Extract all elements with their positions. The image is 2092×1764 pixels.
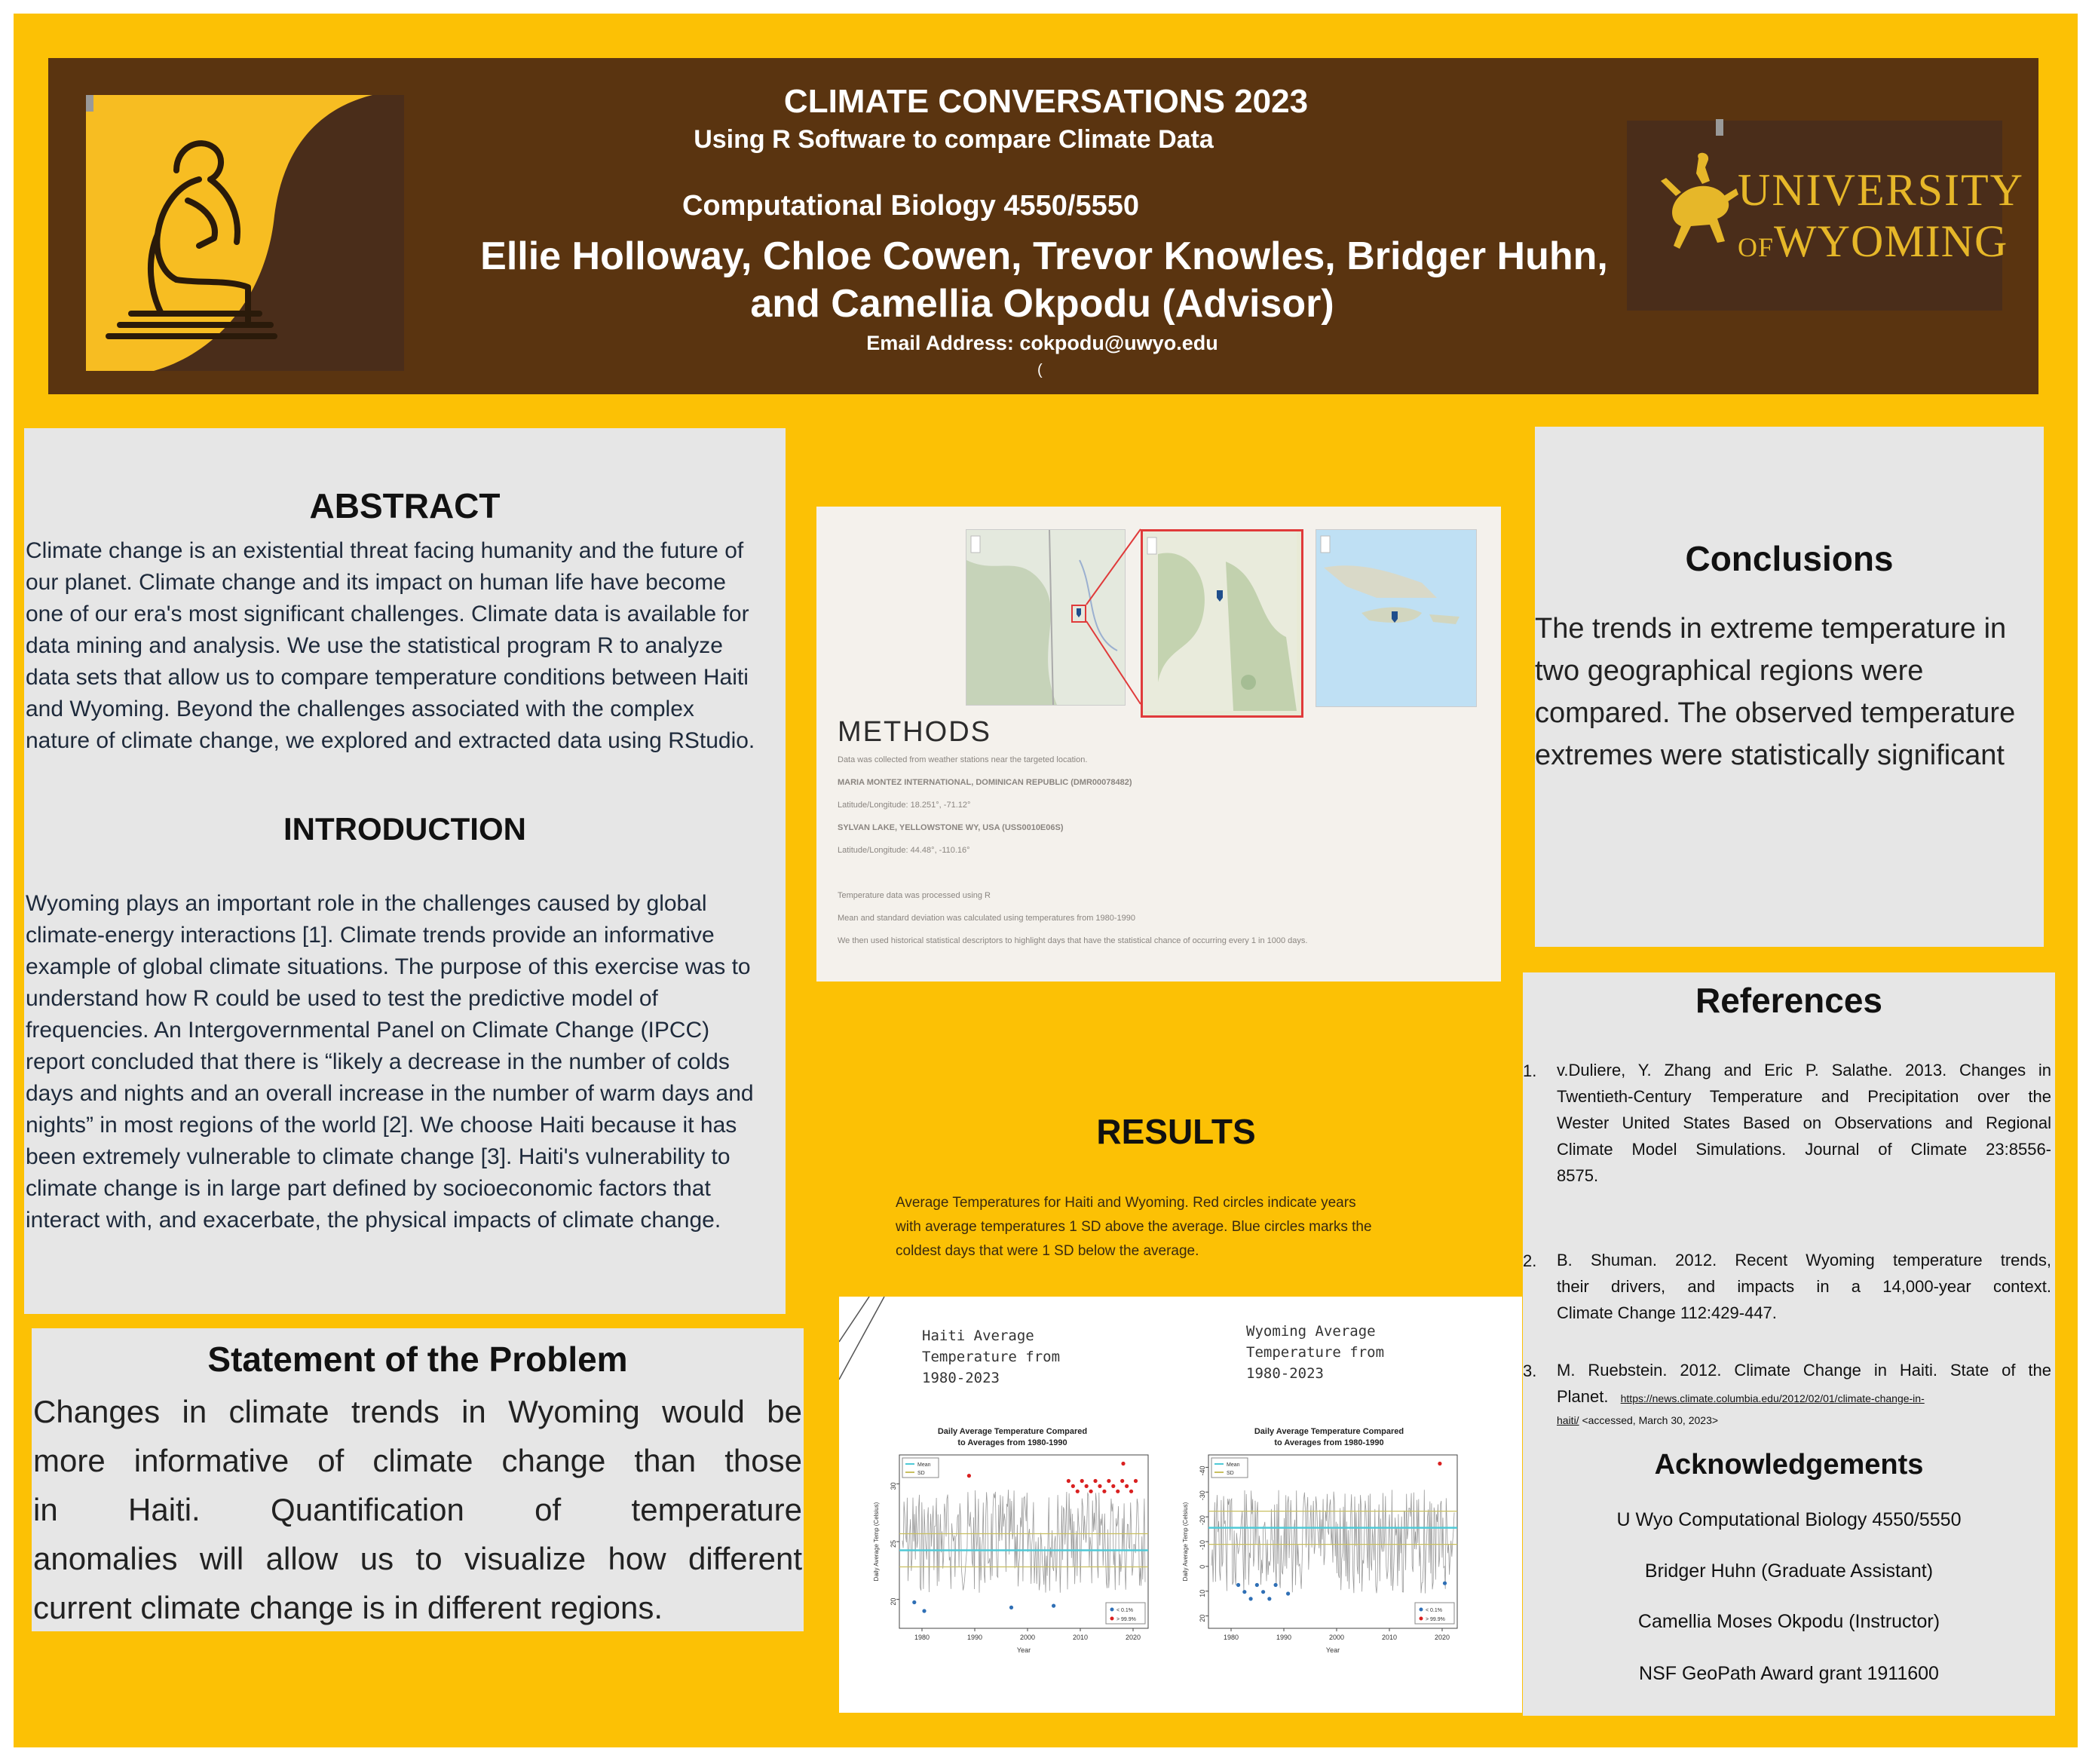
acknowledgement-item: Camellia Moses Okpodu (Instructor)	[1637, 1611, 1940, 1632]
abstract-line: data sets that allow us to compare temperature conditions between Haiti	[26, 665, 749, 690]
caption-line: coldest days that were 1 SD below the average.	[896, 1243, 1199, 1259]
chart-title-line: to Averages from 1980-1990	[957, 1438, 1067, 1447]
reference-2	[1557, 1247, 2051, 1326]
y-tick-label: 10	[1199, 1589, 1206, 1597]
hot-extreme-point	[1076, 1490, 1080, 1493]
uw-wyoming-text: WYOMING	[1774, 216, 2008, 266]
reference-line: 8575.	[1557, 1166, 1599, 1185]
problem-panel	[32, 1328, 804, 1631]
abstract-line: and Wyoming. Beyond the challenges associated with the complex	[26, 697, 694, 721]
hot-extreme-point	[1080, 1479, 1084, 1483]
reference-line: Climate Change 112:429-447.	[1557, 1303, 1777, 1322]
legend-hot-swatch	[1420, 1617, 1423, 1621]
y-axis-label: Daily Average Temp (Celsius)	[1182, 1502, 1189, 1582]
email-address: Email Address: cokpodu@uwyo.edu	[866, 332, 1218, 354]
introduction-text	[26, 888, 784, 1236]
intro-line: days and nights and an overall increase in the number of warm days and	[26, 1081, 754, 1106]
reference-link[interactable]: https://news.climate.columbia.edu/2012/02/01/climate-change-in-	[1620, 1392, 1925, 1404]
reference-line: Twentieth-Century Temperature and Precipitation over the	[1557, 1087, 2051, 1106]
abstract-intro-panel	[24, 428, 786, 1314]
conclusions-heading: Conclusions	[1685, 539, 1894, 578]
reference-accessed: <accessed, March 30, 2023>	[1582, 1414, 1719, 1426]
intro-line: been extremely vulnerable to climate change [3]. Haiti's vulnerability to	[26, 1144, 731, 1169]
intro-line: climate-energy interactions [1]. Climate trends provide an informative	[26, 923, 715, 948]
references-panel	[1523, 972, 2055, 1716]
cold-extreme-point	[1236, 1583, 1240, 1587]
methods-line: We then used historical statistical descriptors to highlight days that have the statistical chance of occurring every 1 in 1000 days.	[838, 936, 1308, 945]
abstract-line: data mining and analysis. We use the statistical program R to analyze	[26, 633, 723, 658]
reference-line: Wester United States Based on Observations and Regional	[1557, 1113, 2051, 1132]
map-yellowstone	[1141, 529, 1303, 718]
problem-text	[33, 1387, 802, 1632]
haiti-plot-title	[922, 1325, 1060, 1389]
x-tick-label: 2010	[1072, 1634, 1089, 1641]
methods-line: Latitude/Longitude: 44.48°, -110.16°	[838, 846, 970, 855]
hot-extreme-point	[1102, 1490, 1106, 1493]
x-tick-label: 2000	[1328, 1634, 1345, 1641]
methods-line: SYLVAN LAKE, YELLOWSTONE WY, USA (USS0010E06S)	[838, 823, 1064, 832]
poster-subtitle: Using R Software to compare Climate Data	[694, 125, 1214, 154]
reference-line: B. Shuman. 2012. Recent Wyoming temperature trends,	[1557, 1251, 2051, 1269]
x-tick-label: 1980	[914, 1634, 930, 1641]
reference-line: Climate Model Simulations. Journal of Climate 23:8556-	[1557, 1140, 2051, 1159]
y-tick-label: 30	[890, 1482, 897, 1490]
reference-number: 3.	[1523, 1361, 1537, 1380]
hot-extreme-point	[1067, 1479, 1071, 1483]
cold-extreme-point	[1242, 1590, 1246, 1594]
methods-line: Temperature data was processed using R	[838, 891, 991, 900]
wyoming-title-line: Temperature from	[1246, 1344, 1385, 1361]
methods-line: Data was collected from weather stations near the targeted location.	[838, 755, 1088, 764]
reference-line: their drivers, and impacts in a 14,000-year context.	[1557, 1277, 2051, 1296]
legend-sd-label: SD	[917, 1471, 925, 1476]
reference-line: M. Ruebstein. 2012. Climate Change in Haiti. State of the	[1557, 1361, 2051, 1380]
abstract-line: our planet. Climate change and its impact on human life have become	[26, 570, 726, 595]
results-figure	[839, 1297, 1522, 1713]
cold-extreme-point	[922, 1609, 926, 1612]
problem-heading: Statement of the Problem	[207, 1340, 628, 1379]
legend-hot-swatch	[1110, 1617, 1114, 1621]
caribbean-map-icon	[1316, 530, 1476, 706]
legend-hot-label: > 99.9%	[1426, 1617, 1445, 1622]
hot-extreme-point	[1125, 1484, 1129, 1488]
wyoming-plot-title	[1246, 1321, 1384, 1384]
references-heading: References	[1695, 981, 1883, 1020]
bucking-horse-icon	[1657, 151, 1740, 286]
haiti-title-line: 1980-2023	[922, 1370, 1000, 1386]
hot-extreme-point	[1438, 1462, 1441, 1465]
problem-line: in Haiti. Quantification of temperature	[33, 1492, 802, 1527]
results-caption	[896, 1191, 1469, 1263]
legend-cold-swatch	[1420, 1608, 1423, 1612]
y-tick-label: -10	[1199, 1540, 1206, 1551]
wyoming-temperature-chart	[1178, 1447, 1495, 1674]
reference-link-continued[interactable]: haiti/	[1557, 1414, 1579, 1426]
legend-cold-label: < 0.1%	[1116, 1608, 1133, 1613]
intro-line: example of global climate situations. The purpose of this exercise was to	[26, 954, 751, 979]
methods-line: Latitude/Longitude: 18.251°, -71.12°	[838, 801, 971, 810]
intro-line: nights” in most regions of the world [2]. We choose Haiti because it has	[26, 1113, 737, 1138]
legend-mean-label: Mean	[1227, 1462, 1240, 1468]
wyoming-chart-title	[1246, 1426, 1412, 1449]
introduction-heading: INTRODUCTION	[283, 811, 526, 847]
hot-extreme-point	[1120, 1479, 1124, 1483]
abstract-text	[26, 535, 784, 757]
chart-title-line: Daily Average Temperature Compared	[1254, 1427, 1404, 1436]
course-name: Computational Biology 4550/5550	[682, 190, 1140, 222]
results-heading: RESULTS	[1096, 1112, 1256, 1151]
legend-hot-label: > 99.9%	[1116, 1617, 1136, 1622]
y-tick-label: 20	[1199, 1614, 1206, 1622]
legend-cold-label: < 0.1%	[1426, 1608, 1442, 1613]
chart-title-line: Daily Average Temperature Compared	[937, 1427, 1088, 1436]
cold-extreme-point	[1255, 1583, 1259, 1587]
legend-mean-label: Mean	[917, 1462, 931, 1468]
haiti-chart-title	[930, 1426, 1095, 1449]
yellowstone-map-icon	[1143, 531, 1297, 711]
authors-line-2: and Camellia Okpodu (Advisor)	[750, 282, 1334, 326]
conclusions-text	[1535, 608, 2044, 776]
uw-university-text: UNIVERSITY	[1738, 165, 2024, 215]
problem-line: Changes in climate trends in Wyoming would be	[33, 1394, 802, 1429]
caption-line: Average Temperatures for Haiti and Wyoming. Red circles indicate years	[896, 1195, 1356, 1211]
y-tick-label: -30	[1199, 1490, 1206, 1501]
reference-1	[1557, 1057, 2051, 1189]
legend-sd-label: SD	[1227, 1471, 1234, 1476]
problem-line: more informative of climate change than those	[33, 1443, 802, 1478]
hot-extreme-point	[1089, 1490, 1093, 1493]
cold-extreme-point	[1009, 1606, 1013, 1609]
x-tick-label: 1990	[966, 1634, 983, 1641]
problem-line: current climate change is in different regions.	[33, 1590, 663, 1625]
reference-number: 2.	[1523, 1251, 1537, 1270]
hot-extreme-point	[1093, 1479, 1097, 1483]
haiti-title-line: Temperature from	[922, 1349, 1061, 1365]
y-tick-label: -20	[1199, 1515, 1206, 1526]
cold-extreme-point	[1249, 1597, 1253, 1600]
y-tick-label: 0	[1199, 1564, 1206, 1569]
acknowledgement-item: U Wyo Computational Biology 4550/5550	[1616, 1509, 1962, 1530]
logo-marker	[1716, 119, 1723, 136]
chart-title-line: to Averages from 1980-1990	[1274, 1438, 1384, 1447]
authors-line-1: Ellie Holloway, Chloe Cowen, Trevor Knowles, Bridger Huhn,	[480, 234, 1608, 278]
cold-extreme-point	[1261, 1590, 1265, 1594]
abstract-line: one of our era's most significant challenges. Climate data is available for	[26, 602, 749, 626]
hot-extreme-point	[1071, 1484, 1075, 1488]
hot-extreme-point	[1129, 1490, 1133, 1493]
intro-line: climate change is in large part defined by socioeconomic factors that	[26, 1176, 711, 1201]
conclusion-line: compared. The observed temperature	[1535, 697, 2016, 729]
y-tick-label: 25	[890, 1540, 897, 1548]
reference-3	[1557, 1357, 2051, 1429]
cold-extreme-point	[1443, 1582, 1447, 1585]
wyoming-title-line: Wyoming Average	[1246, 1323, 1376, 1340]
acknowledgement-item: Bridger Huhn (Graduate Assistant)	[1644, 1560, 1934, 1582]
x-tick-label: 2020	[1125, 1634, 1141, 1641]
hot-extreme-point	[1121, 1462, 1125, 1465]
reference-line: v.Duliere, Y. Zhang and Eric P. Salathe. 2013. Changes in	[1557, 1061, 2051, 1080]
cold-extreme-point	[1267, 1597, 1271, 1600]
haiti-title-line: Haiti Average	[922, 1328, 1034, 1344]
hot-extreme-point	[1085, 1484, 1089, 1488]
conclusion-line: extremes were statistically significant	[1535, 740, 2005, 771]
x-tick-label: 2010	[1381, 1634, 1398, 1641]
methods-line: Mean and standard deviation was calculated using temperatures from 1980-1990	[838, 914, 1136, 923]
conclusion-line: The trends in extreme temperature in	[1535, 613, 2007, 645]
y-axis-label: Daily Average Temp (Celsius)	[873, 1502, 880, 1582]
hot-extreme-point	[1098, 1484, 1101, 1488]
cold-extreme-point	[1274, 1583, 1278, 1587]
x-tick-label: 1990	[1276, 1634, 1292, 1641]
abstract-line: Climate change is an existential threat facing humanity and the future of	[26, 538, 744, 563]
hot-extreme-point	[1134, 1479, 1138, 1483]
intro-line: frequencies. An Intergovernmental Panel on Climate Change (IPCC)	[26, 1018, 710, 1043]
hot-extreme-point	[1111, 1484, 1115, 1488]
abstract-line: nature of climate change, we explored and extracted data using RStudio.	[26, 728, 755, 753]
reference-planet: Planet.	[1557, 1387, 1609, 1406]
acknowledgements-heading: Acknowledgements	[1654, 1449, 1924, 1481]
x-axis-label: Year	[1325, 1646, 1340, 1654]
poster-title: CLIMATE CONVERSATIONS 2023	[783, 83, 1309, 120]
legend-cold-swatch	[1110, 1608, 1114, 1612]
stray-mark: (	[1037, 362, 1043, 378]
hot-extreme-point	[1116, 1490, 1120, 1493]
hot-extreme-point	[967, 1474, 971, 1478]
methods-figure	[816, 507, 1501, 982]
x-tick-label: 2020	[1434, 1634, 1450, 1641]
intro-line: report concluded that there is “likely a decrease in the number of colds	[26, 1049, 730, 1074]
y-tick-label: -40	[1199, 1465, 1206, 1476]
cold-extreme-point	[1052, 1604, 1055, 1608]
cold-extreme-point	[1286, 1591, 1290, 1595]
uw-wordmark	[1738, 167, 2024, 264]
methods-line: MARIA MONTEZ INTERNATIONAL, DOMINICAN REPUBLIC (DMR00078482)	[838, 778, 1132, 787]
map-haiti	[1316, 529, 1477, 707]
reference-number: 1.	[1523, 1061, 1537, 1080]
intro-line: interact with, and exacerbate, the physical impacts of climate change.	[26, 1208, 721, 1233]
cold-extreme-point	[912, 1600, 916, 1604]
conclusion-line: two geographical regions were	[1535, 655, 1924, 687]
conclusions-panel	[1535, 427, 2044, 947]
x-tick-label: 2000	[1019, 1634, 1036, 1641]
x-axis-label: Year	[1016, 1646, 1031, 1654]
abstract-heading: ABSTRACT	[309, 486, 501, 525]
intro-line: understand how R could be used to test the predictive model of	[26, 986, 658, 1011]
haiti-temperature-chart	[869, 1447, 1171, 1674]
x-tick-label: 1980	[1223, 1634, 1239, 1641]
intro-line: Wyoming plays an important role in the challenges caused by global	[26, 891, 707, 916]
wyoming-title-line: 1980-2023	[1246, 1365, 1324, 1382]
methods-heading: METHODS	[838, 716, 991, 748]
problem-line: anomalies will allow us to visualize how different	[33, 1541, 802, 1576]
caption-line: with average temperatures 1 SD above the average. Blue circles marks the	[896, 1219, 1372, 1235]
acknowledgement-item: NSF GeoPath Award grant 1911600	[1639, 1663, 1939, 1684]
uw-of-text: OF	[1738, 232, 1775, 262]
hot-extreme-point	[1107, 1479, 1110, 1483]
y-tick-label: 20	[890, 1597, 897, 1606]
